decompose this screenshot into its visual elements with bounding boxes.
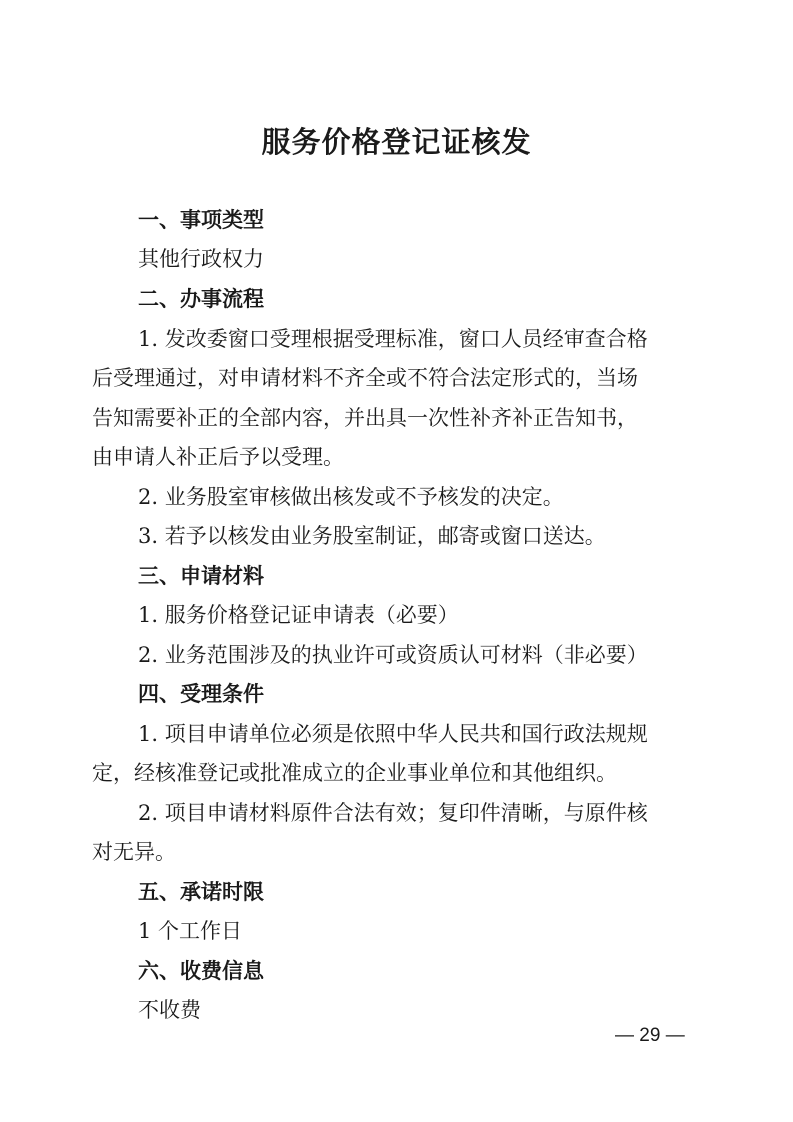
process-step-1-line-3: 告知需要补正的全部内容，并出具一次性补齐补正告知书， bbox=[92, 406, 638, 430]
fee-value: 不收费 bbox=[138, 998, 201, 1022]
section-heading-materials: 三、申请材料 bbox=[138, 564, 264, 588]
material-item-2: 2. 业务范围涉及的执业许可或资质认可材料（非必要） bbox=[138, 643, 648, 667]
page-number: — 29 — bbox=[615, 1025, 685, 1046]
process-step-1-line-4: 由申请人补正后予以受理。 bbox=[92, 445, 344, 469]
condition-1-line-1: 1. 项目申请单位必须是依照中华人民共和国行政法规规 bbox=[138, 722, 648, 746]
section-heading-fees: 六、收费信息 bbox=[138, 959, 264, 983]
section-heading-item-type: 一、事项类型 bbox=[138, 208, 264, 232]
condition-2-line-1: 2. 项目申请材料原件合法有效；复印件清晰，与原件核 bbox=[138, 801, 648, 825]
process-step-3: 3. 若予以核发由业务股室制证，邮寄或窗口送达。 bbox=[138, 524, 606, 548]
section-heading-conditions: 四、受理条件 bbox=[138, 682, 264, 706]
condition-2-line-2: 对无异。 bbox=[92, 840, 176, 864]
process-step-2: 2. 业务股室审核做出核发或不予核发的决定。 bbox=[138, 485, 564, 509]
item-type-value: 其他行政权力 bbox=[138, 247, 264, 271]
process-step-1-line-2: 后受理通过，对申请材料不齐全或不符合法定形式的，当场 bbox=[92, 366, 638, 390]
process-step-1-line-1: 1. 发改委窗口受理根据受理标准，窗口人员经审查合格 bbox=[138, 327, 648, 351]
condition-1-line-2: 定，经核准登记或批准成立的企业事业单位和其他组织。 bbox=[92, 761, 617, 785]
section-heading-process: 二、办事流程 bbox=[138, 287, 264, 311]
material-item-1: 1. 服务价格登记证申请表（必要） bbox=[138, 603, 459, 627]
time-limit-value: 1 个工作日 bbox=[138, 919, 243, 943]
document-title: 服务价格登记证核发 bbox=[261, 125, 532, 159]
section-heading-time-limit: 五、承诺时限 bbox=[138, 880, 264, 904]
